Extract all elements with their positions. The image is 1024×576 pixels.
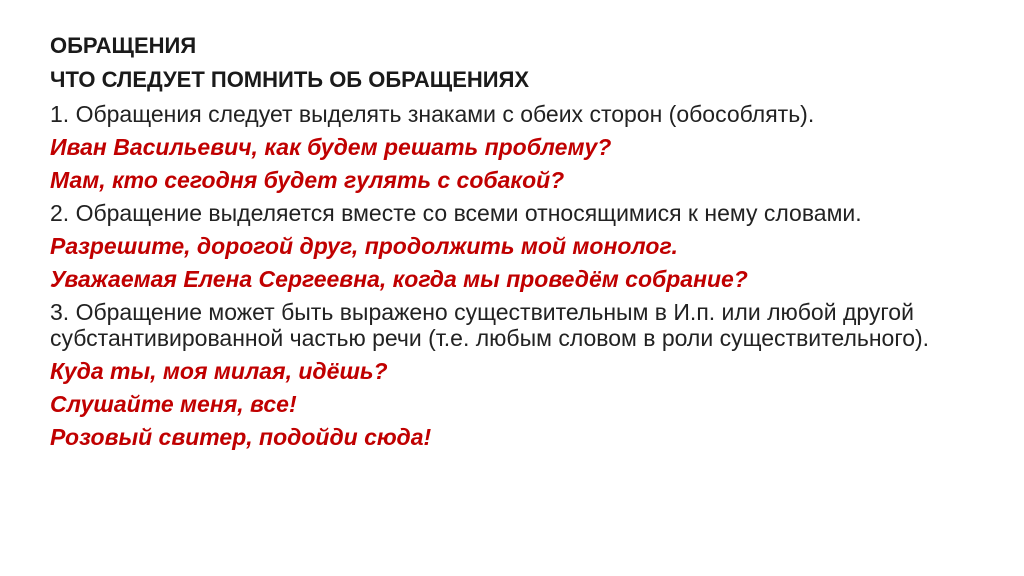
rule-2-example-1: Разрешите, дорогой друг, продолжить мой монолог.: [50, 233, 678, 259]
rule-2-example-2: Уважаемая Елена Сергеевна, когда мы проведём собрание?: [50, 266, 748, 292]
rule-3-example-3: Розовый свитер, подойди сюда!: [50, 424, 432, 450]
rule-1-example-1: Иван Васильевич, как будем решать проблему?: [50, 134, 612, 160]
slide-title: ОБРАЩЕНИЯ: [50, 33, 197, 58]
rule-3: 3. Обращение может быть выражено существительным в И.п. или любой другой субстантивированной частью речи (т.е. любым словом в роли существительного).: [50, 299, 930, 351]
rule-3-example-1: Куда ты, моя милая, идёшь?: [50, 358, 388, 384]
slide-content: [50, 33, 990, 457]
rule-3-example-2: Слушайте меня, все!: [50, 391, 297, 417]
slide-subtitle: ЧТО СЛЕДУЕТ ПОМНИТЬ ОБ ОБРАЩЕНИЯХ: [50, 67, 530, 92]
rule-1: 1. Обращения следует выделять знаками с обеих сторон (обособлять).: [50, 101, 815, 127]
rule-2: 2. Обращение выделяется вместе со всеми относящимися к нему словами.: [50, 200, 862, 226]
rule-1-example-2: Мам, кто сегодня будет гулять с собакой?: [50, 167, 565, 193]
